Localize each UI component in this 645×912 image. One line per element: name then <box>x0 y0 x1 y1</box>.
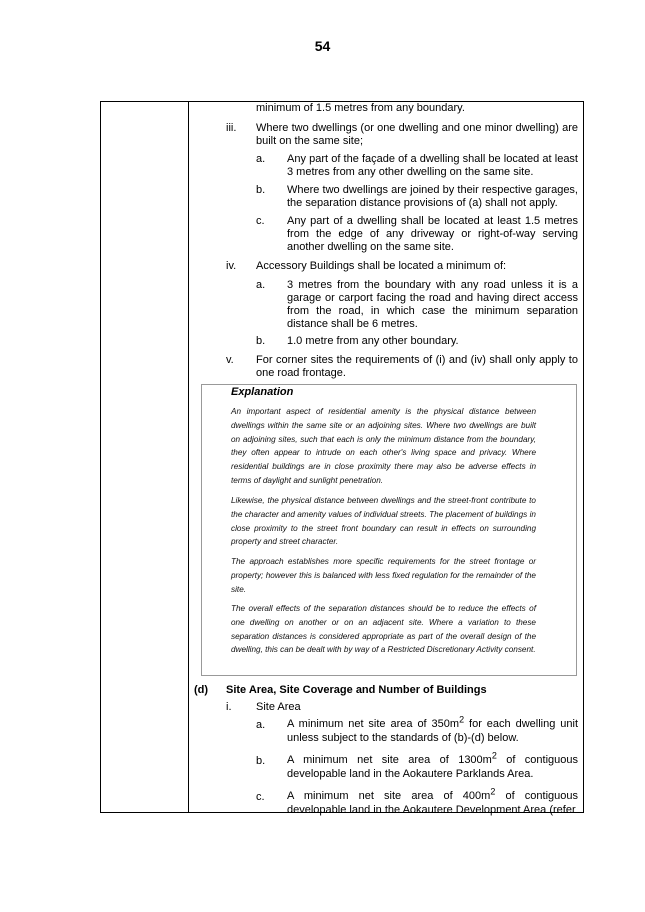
explanation-paragraph-3: The approach establishes more specific requirements for the street frontage or property; however this is balanced with less fixed regulation for the remainder of the site. <box>231 557 536 594</box>
site-area-c-pre: A minimum net site area of 400m <box>287 790 491 802</box>
site-area-a-text <box>287 714 579 745</box>
item-iv-b-label: b. <box>256 335 266 347</box>
item-iv-b-text: 1.0 metre from any other boundary. <box>287 335 459 347</box>
continued-text: minimum of 1.5 metres from any boundary. <box>256 102 465 114</box>
explanation-heading: Explanation <box>231 386 294 398</box>
site-area-b-sup: 2 <box>491 750 497 761</box>
item-iii-text: Where two dwellings (or one dwelling and one minor dwelling) are built on the same site; <box>256 122 578 147</box>
explanation-paragraph-1: An important aspect of residential amenity is the physical distance between dwellings within the same site or an adjoining sites. Where two dwellings are built on adjoining sites, such that each is only the minimum distance from the boundary, they often appear to intrude on each other's living space and privacy. Where residential buildings are in close proximity there may also be adverse effects in terms of daylight and sunlight penetration. <box>231 407 536 485</box>
site-area-c-label: c. <box>256 791 265 803</box>
site-area-a-label: a. <box>256 719 266 731</box>
site-area-label: i. <box>226 701 232 713</box>
item-iii-b-text: Where two dwellings are joined by their respective garages, the separation distance provisions of (a) shall not apply. <box>287 184 578 209</box>
item-iv-a-label: a. <box>256 279 266 291</box>
item-iii-a-label: a. <box>256 153 266 165</box>
site-area-c-text <box>287 786 578 817</box>
item-iv-text: Accessory Buildings shall be located a minimum of: <box>256 260 507 272</box>
item-iv-label: iv. <box>226 260 237 272</box>
site-area-c-sup: 2 <box>490 786 496 797</box>
item-iii-b-label: b. <box>256 184 266 196</box>
explanation-paragraph-2: Likewise, the physical distance between dwellings and the street-front contribute to the character and amenity values of individual streets. The placement of buildings in close proximity to the street front boundary can result in effects on surrounding property and street character. <box>231 496 536 547</box>
page-number: 54 <box>314 38 331 54</box>
site-area-c-post: of contiguous developable land in the Aokautere Development Area (refer <box>287 790 578 816</box>
section-d-label: (d) <box>194 684 209 696</box>
item-v-label: v. <box>226 354 234 366</box>
explanation-paragraph-4: The overall effects of the separation distances should be to reduce the effects of one dwelling on another or on an adjacent site. Where a variation to these separation distances is considered appropriate as part of the overall design of the dwelling, this can be dealt with by way of a Restricted Discretionary Activity consent. <box>231 604 536 655</box>
section-d-heading: Site Area, Site Coverage and Number of Buildings <box>226 684 487 696</box>
item-iv-a-text: 3 metres from the boundary with any road unless it is a garage or carport facing the road and having direct access from the road, in which case the minimum separation distance shall be 6 metres. <box>287 279 578 330</box>
item-iii-c-text: Any part of a dwelling shall be located at least 1.5 metres from the edge of any driveway or right-of-way serving another dwelling on the same site. <box>287 215 578 253</box>
site-area-a-sup: 2 <box>459 714 465 725</box>
site-area-b-text <box>287 750 578 781</box>
site-area-heading: Site Area <box>256 701 301 713</box>
site-area-b-label: b. <box>256 755 266 767</box>
site-area-a-pre: A minimum net site area of 350m <box>287 718 460 730</box>
item-iii-a-text: Any part of the façade of a dwelling shall be located at least 3 metres from any other dwelling on the same site. <box>287 153 578 178</box>
site-area-b-post: of contiguous developable land in the Aokautere Parklands Area. <box>287 754 578 780</box>
site-area-a-post: for each dwelling unit unless subject to the standards of (b)-(d) below. <box>287 718 579 744</box>
item-iii-label: iii. <box>226 122 237 134</box>
table-column-divider <box>188 101 189 813</box>
item-iii-c-label: c. <box>256 215 265 227</box>
item-v-text: For corner sites the requirements of (i) and (iv) shall only apply to one road frontage. <box>256 354 578 379</box>
site-area-b-pre: A minimum net site area of 1300m <box>287 754 492 766</box>
